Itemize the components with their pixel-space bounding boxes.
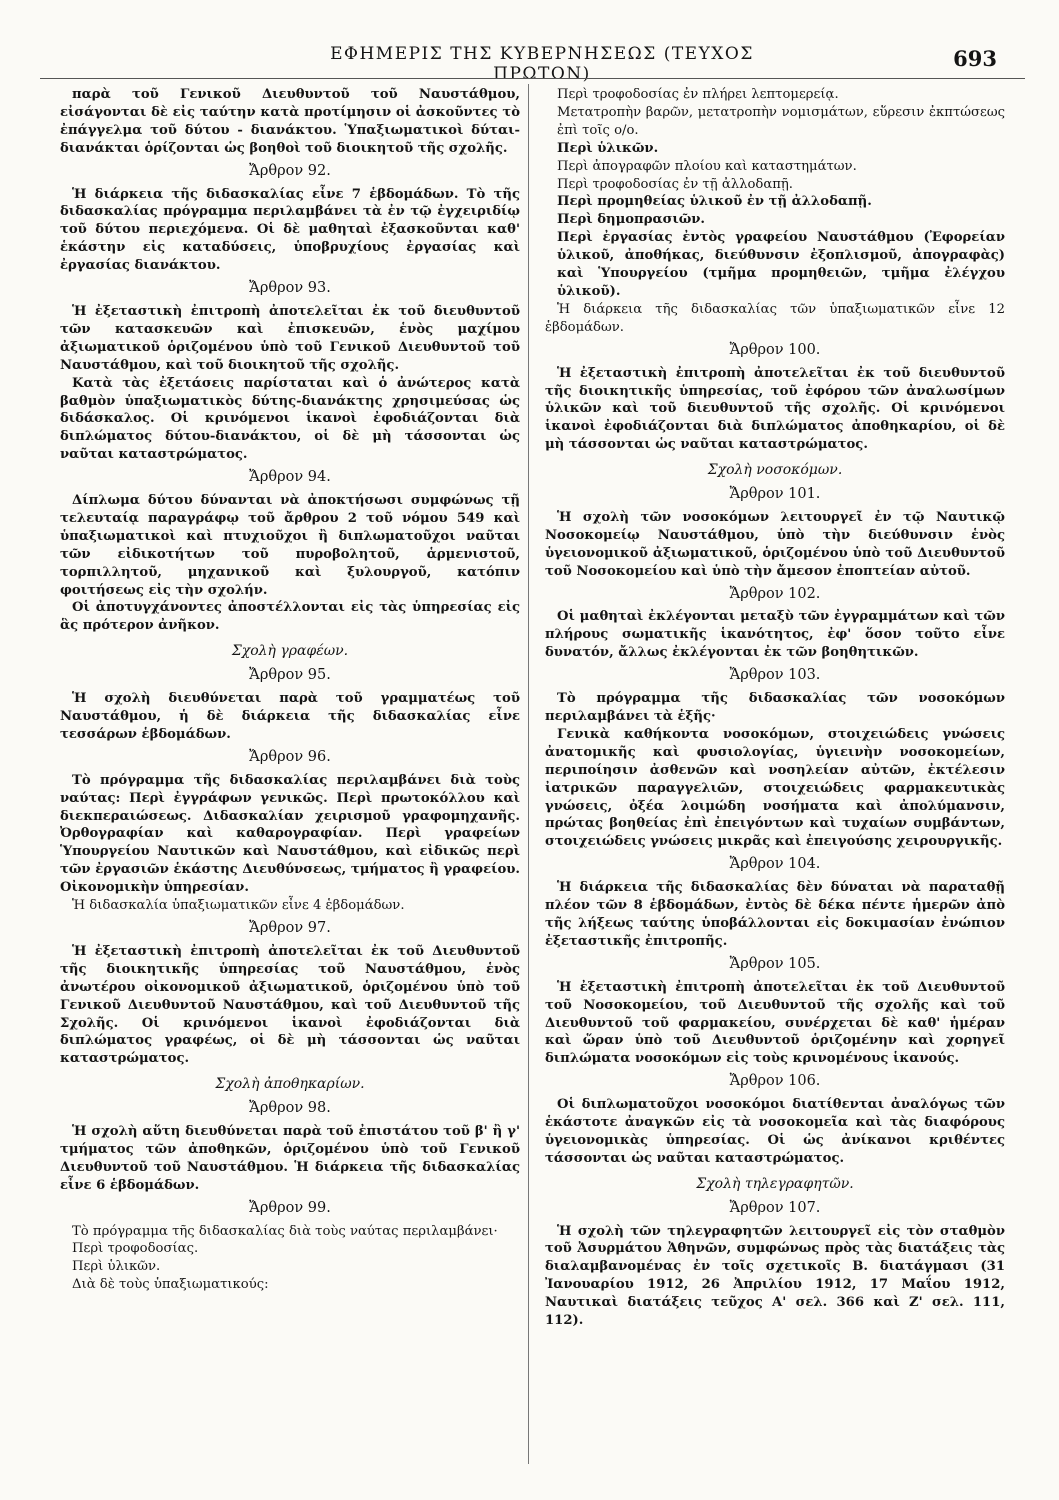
paragraph: Κατὰ τὰς ἐξετάσεις παρίσταται καὶ ὁ ἀνώτερος κατὰ βαθμὸν ὑπαξιωματικὸς δύτης-διανάκτης χρησιμεύσας ὡς διδάσκαλος. Οἱ κρινόμενοι ἱκανοὶ ἐφοδιάζονται διὰ διπλώματος δύτου-διανάκτου, οἱ δὲ μὴ τάσσονται ὡς ναῦται καταστρώματος. bbox=[60, 375, 520, 463]
article-heading: Ἄρθρον 94. bbox=[249, 469, 331, 486]
paragraph: Οἱ ἀποτυγχάνοντες ἀποστέλλονται εἰς τὰς ὑπηρεσίας εἰς ἃς πρότερον ἀνῆκον. bbox=[60, 600, 520, 634]
column-divider bbox=[528, 84, 529, 1464]
paragraph: Τὸ πρόγραμμα τῆς διδασκαλίας τῶν νοσοκόμων περιλαμβάνει τὰ ἑξῆς· bbox=[545, 691, 1005, 724]
list-item: Περὶ τροφοδοσίας. bbox=[72, 1241, 199, 1257]
paragraph: Ἡ ἐξεταστικὴ ἐπιτροπὴ ἀποτελεῖται ἐκ τοῦ διευθυντοῦ τῶν κατασκευῶν καὶ ἐπισκευῶν, ἑνὸς μαχίμου ἀξιωματικοῦ ὁριζομένου ὑπὸ τοῦ Γενικοῦ Διευθυντοῦ τοῦ Ναυστάθμου, καὶ τοῦ διοικητοῦ τῆς σχολῆς. bbox=[60, 303, 520, 373]
article-heading: Ἄρθρον 105. bbox=[729, 955, 821, 972]
article-heading: Ἄρθρον 98. bbox=[249, 1100, 331, 1117]
article-heading: Ἄρθρον 104. bbox=[729, 856, 821, 873]
article-heading: Ἄρθρον 96. bbox=[249, 748, 331, 765]
list-item: Περὶ ὑλικῶν. bbox=[557, 140, 659, 156]
paragraph: Τὸ πρόγραμμα τῆς διδασκαλίας περιλαμβάνει διὰ τοὺς ναύτας: Περὶ ἐγγράφων γενικῶς. Περὶ πρωτοκόλλου καὶ διεκπεραιώσεως. Διδασκαλίαν χειρισμοῦ γραφομηχανῆς. Ὀρθογραφίαν καὶ καθαρογραφίαν. Περὶ γραφείων Ὑπουργείου Ναυτικῶν καὶ Ναυστάθμου, καὶ εἰδικῶς περὶ τῶν ἐργασιῶν ἑκάστης Διευθύνσεως, τμήματος ἢ γραφείου. Οἰκονομικὴν ὑπηρεσίαν. bbox=[60, 772, 520, 896]
paragraph: Ἡ διάρκεια τῆς διδασκαλίας δὲν δύναται νὰ παραταθῇ πλέον τῶν 8 ἑβδομάδων, ἐντὸς δὲ δέκα πέντε ἡμερῶν ἀπὸ τῆς λήξεως ταύτης ὑποβάλλονται εἰς δοκιμασίαν ἐνώπιον ἐξεταστικῆς ἐπιτροπῆς. bbox=[545, 880, 1005, 949]
paragraph: Ἡ διδασκαλία ὑπαξιωματικῶν εἶνε 4 ἑβδομάδων. bbox=[72, 898, 405, 914]
list-item: Διὰ δὲ τοὺς ὑπαξιωματικούς: bbox=[72, 1277, 269, 1293]
article-heading: Ἄρθρον 99. bbox=[249, 1199, 331, 1216]
paragraph: Ἡ ἐξεταστικὴ ἐπιτροπὴ ἀποτελεῖται ἐκ τοῦ Διευθυντοῦ τοῦ Νοσοκομείου, τοῦ Διευθυντοῦ τῆς σχολῆς καὶ τοῦ Διευθυντοῦ τοῦ φαρμακείου, συνέρχεται δὲ καθ' ἡμέραν καὶ ὥραν ὑπὸ τοῦ Διευθυντοῦ ὁριζομένην καὶ χορηγεῖ διπλώματα νοσοκόμων εἰς τοὺς κρινομένους ἱκανούς. bbox=[545, 979, 1005, 1067]
section-title: Σχολὴ τηλεγραφητῶν. bbox=[696, 1175, 854, 1192]
paragraph: Ἡ διάρκεια τῆς διδασκαλίας τῶν ὑπαξιωματικῶν εἶνε 12 ἑβδομάδων. bbox=[545, 301, 1005, 335]
article-heading: Ἄρθρον 100. bbox=[729, 341, 821, 358]
article-heading: Ἄρθρον 102. bbox=[729, 585, 821, 602]
paragraph: Δίπλωμα δύτου δύνανται νὰ ἀποκτήσωσι συμφώνως τῇ τελευταίᾳ παραγράφῳ τοῦ ἄρθρου 2 τοῦ νόμου 549 καὶ ὑπαξιωματικοὶ καὶ πτυχιοῦχοι ἢ διπλωματοῦχοι ναῦται τῶν εἰδικοτήτων τοῦ πυροβολητοῦ, ἁρμενιστοῦ, τορπιλλητοῦ, μηχανικοῦ καὶ ξυλουργοῦ, κατόπιν φοιτήσεως εἰς τὴν σχολήν. bbox=[60, 493, 520, 598]
list-item: Περὶ ἐργασίας ἐντὸς γραφείου Ναυστάθμου (Ἐφορείαν ὑλικοῦ, ἀποθήκας, διεύθυνσιν ἐξοπλισμοῦ, ἀπογραφὰς) καὶ Ὑπουργείου (τμῆμα προμηθειῶν, τμῆμα ἐλέγχου ὑλικοῦ). bbox=[557, 230, 1005, 299]
section-title: Σχολὴ νοσοκόμων. bbox=[707, 462, 843, 479]
paragraph: παρὰ τοῦ Γενικοῦ Διευθυντοῦ τοῦ Ναυστάθμου, εἰσάγονται δὲ εἰς ταύτην κατὰ προτίμησιν οἱ ἀσκοῦντες τὸ ἐπάγγελμα τοῦ δύτου - διανάκτου. Ὑπαξιωματικοὶ δύται-διανάκται ὁρίζονται ὡς βοηθοὶ τοῦ διοικητοῦ τῆς σχολῆς. bbox=[60, 87, 520, 156]
left-column bbox=[60, 86, 520, 1491]
page-header bbox=[0, 44, 1059, 84]
list-item: Περὶ δημοπρασιῶν. bbox=[557, 212, 706, 228]
list-item: Περὶ ἀπογραφῶν πλοίου καὶ καταστημάτων. bbox=[557, 158, 857, 174]
paragraph: Γενικὰ καθήκοντα νοσοκόμων, στοιχειώδεις γνώσεις ἀνατομικῆς καὶ φυσιολογίας, ὑγιεινὴν νοσοκομείων, περιποίησιν ἀσθενῶν καὶ νοσηλείαν αὐτῶν, ἐκτέλεσιν ἰατρικῶν παραγγελιῶν, στοιχειώδεις φαρμακευτικὰς γνώσεις, ὀξέα λοιμώδη νοσήματα καὶ ἀπολύμανσιν, πρώτας βοηθείας ἐπὶ ἐπειγόντων καὶ τυχαίων συμβάντων, στοιχειώδεις γνώσεις μικρᾶς καὶ ἐπειγούσης χειρουργικῆς. bbox=[545, 726, 1005, 850]
article-heading: Ἄρθρον 103. bbox=[729, 667, 821, 684]
paragraph: Ἡ διάρκεια τῆς διδασκαλίας εἶνε 7 ἑβδομάδων. Τὸ τῆς διδασκαλίας πρόγραμμα περιλαμβάνει τὰ ἐν τῷ ἐγχειριδίῳ τοῦ δύτου περιεχόμενα. Οἱ δὲ μαθηταὶ ἐξασκοῦνται καθ' ἑκάστην εἰς καταδύσεις, ὑποβρυχίους ἐργασίας καὶ ἐργασίας διανάκτου. bbox=[60, 186, 520, 274]
paragraph: Τὸ πρόγραμμα τῆς διδασκαλίας διὰ τοὺς ναύτας περιλαμβάνει· bbox=[72, 1223, 498, 1239]
article-heading: Ἄρθρον 107. bbox=[729, 1199, 821, 1216]
paragraph: Ἡ ἐξεταστικὴ ἐπιτροπὴ ἀποτελεῖται ἐκ τοῦ Διευθυντοῦ τῆς διοικητικῆς ὑπηρεσίας τοῦ Ναυστάθμου, ἑνὸς ἀνωτέρου οἰκονομικοῦ ἀξιωματικοῦ, ὁριζομένου ὑπὸ τοῦ Γενικοῦ Διευθυντοῦ Ναυστάθμου, καὶ τοῦ Διευθυντοῦ τῆς Σχολῆς. Οἱ κρινόμενοι ἱκανοὶ ἐφοδιάζονται διὰ διπλώματος γραφέως, οἱ δὲ μὴ τάσσονται ὡς ναῦται καταστρώματος. bbox=[60, 943, 520, 1067]
article-heading: Ἄρθρον 101. bbox=[729, 486, 821, 503]
paragraph: Οἱ μαθηταὶ ἐκλέγονται μεταξὺ τῶν ἐγγραμμάτων καὶ τῶν πλήρους σωματικῆς ἱκανότητος, ἐφ' ὅσον τοῦτο εἶνε δυνατόν, ἄλλως ἐκλέγονται ἐκ τῶν βοηθητικῶν. bbox=[545, 609, 1005, 661]
article-heading: Ἄρθρον 97. bbox=[249, 919, 331, 936]
paragraph: Ἡ σχολὴ αὕτη διευθύνεται παρὰ τοῦ ἐπιστάτου τοῦ β' ἢ γ' τμήματος τῶν ἀποθηκῶν, ὁριζομένου ὑπὸ τοῦ Γενικοῦ Διευθυντοῦ τοῦ Ναυστάθμου. Ἡ διάρκεια τῆς διδασκαλίας εἶνε 6 ἑβδομάδων. bbox=[60, 1124, 520, 1193]
article-heading: Ἄρθρον 92. bbox=[249, 162, 331, 179]
article-heading: Ἄρθρον 106. bbox=[729, 1073, 821, 1090]
paragraph: Οἱ διπλωματοῦχοι νοσοκόμοι διατίθενται ἀναλόγως τῶν ἑκάστοτε ἀναγκῶν εἰς τὰ νοσοκομεῖα καὶ τὰς διαφόρους ὑγειονομικὰς ὑπηρεσίας. Οἱ ὡς ἀνίκανοι κριθέντες τάσσονται ὡς ναῦται καταστρώματος. bbox=[545, 1097, 1005, 1166]
page-number: 693 bbox=[953, 46, 997, 71]
header-rule bbox=[40, 78, 1025, 79]
list-item: Περὶ τροφοδοσίας ἐν πλήρει λεπτομερείᾳ. bbox=[557, 87, 839, 102]
header-title: ΕΦΗΜΕΡΙΣ ΤΗΣ ΚΥΒΕΡΝΗΣΕΩΣ (ΤΕΥΧΟΣ ΠΡΩΤΟΝ) bbox=[330, 44, 754, 84]
right-column bbox=[545, 86, 1005, 1491]
list-item: Περὶ ὑλικῶν. bbox=[72, 1259, 161, 1275]
list-item: Περὶ προμηθείας ὑλικοῦ ἐν τῇ ἀλλοδαπῇ. bbox=[557, 194, 872, 210]
paragraph: Ἡ σχολὴ τῶν τηλεγραφητῶν λειτουργεῖ εἰς τὸν σταθμὸν τοῦ Ἀσυρμάτου Ἀθηνῶν, συμφώνως πρὸς τὰς διατάξεις τὰς διαλαμβανομένας ἐν τοῖς σχετικοῖς Β. διατάγμασι (31 Ἰανουαρίου 1912, 26 Ἀπριλίου 1912, 17 Μαΐου 1912, Ναυτικαὶ διατάξεις τεῦχος Α' σελ. 366 καὶ Ζ' σελ. 111, 112). bbox=[545, 1223, 1005, 1329]
list-item: Περὶ τροφοδοσίας ἐν τῇ ἀλλοδαπῇ. bbox=[557, 176, 793, 192]
paragraph: Ἡ ἐξεταστικὴ ἐπιτροπὴ ἀποτελεῖται ἐκ τοῦ διευθυντοῦ τῆς διοικητικῆς ὑπηρεσίας, τοῦ ἐφόρου τῶν ἀναλωσίμων ὑλικῶν καὶ τοῦ διευθυντοῦ τῆς σχολῆς. Οἱ κρινόμενοι ἱκανοὶ ἐφοδιάζονται διὰ διπλώματος ἀποθηκαρίου, οἱ δὲ μὴ τάσσονται ὡς ναῦται καταστρώματος. bbox=[545, 365, 1005, 453]
paragraph: Ἡ σχολὴ τῶν νοσοκόμων λειτουργεῖ ἐν τῷ Ναυτικῷ Νοσοκομείῳ Ναυστάθμου, ὑπὸ τὴν διεύθυνσιν ἑνὸς ὑγειονομικοῦ ἀξιωματικοῦ, ὁριζομένου ὑπὸ τοῦ Διευθυντοῦ τοῦ Νοσοκομείου καὶ ὑπὸ τὴν ἄμεσον ἐποπτείαν αὐτοῦ. bbox=[545, 509, 1005, 579]
paragraph: Ἡ σχολὴ διευθύνεται παρὰ τοῦ γραμματέως τοῦ Ναυστάθμου, ἡ δὲ διάρκεια τῆς διδασκαλίας εἶνε τεσσάρων ἑβδομάδων. bbox=[60, 691, 520, 742]
article-heading: Ἄρθρον 93. bbox=[249, 280, 331, 297]
list-item: Μετατροπὴν βαρῶν, μετατροπὴν νομισμάτων, εὕρεσιν ἐκπτώσεως ἐπὶ τοῖς ο/ο. bbox=[557, 104, 1005, 138]
section-title: Σχολὴ γραφέων. bbox=[231, 643, 349, 660]
article-heading: Ἄρθρον 95. bbox=[249, 667, 331, 684]
section-title: Σχολὴ ἀποθηκαρίων. bbox=[215, 1076, 365, 1093]
